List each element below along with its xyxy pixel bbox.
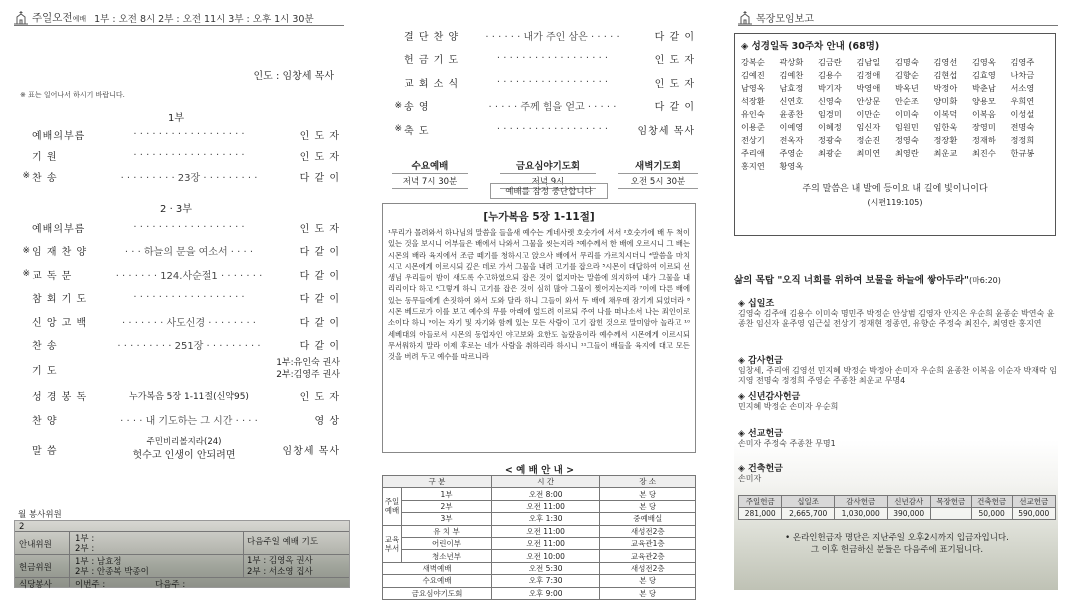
anthem-row (0, 411, 352, 427)
service2-row (0, 243, 352, 259)
participant-name: 황영옥 (779, 161, 804, 171)
section1-title: 1부 (167, 113, 185, 124)
participant-name: 이만순 (856, 109, 881, 119)
guide-place: 중예배실 (600, 513, 696, 525)
service2-content: · · · · · · · · · 251장 · · · · · · · · · (117, 341, 261, 352)
participant-name: 윤종찬 (779, 109, 804, 119)
guide-place: 교육관1층 (600, 537, 696, 549)
service2-row (0, 290, 352, 306)
service2-row (0, 337, 352, 353)
guide-row (383, 537, 696, 549)
summary-header: 십일조 (782, 496, 835, 508)
closing-row (372, 51, 707, 67)
service2-person: 다 같 이 (299, 341, 340, 352)
participant-name: 박옥년 (895, 83, 919, 93)
service2-person: 다 같 이 (299, 247, 340, 258)
stand-mark: ※ (22, 269, 30, 279)
stand-mark: ※ (22, 171, 30, 181)
service2-label: 신 앙 고 백 (32, 317, 88, 329)
wednesday-service: 수요예배 저녁 7시 30분 (392, 158, 468, 189)
participant-name: 김영선 (933, 57, 958, 67)
schedule-column (372, 0, 707, 598)
friday-service: 금요심야기도회 저녁 9시 (500, 158, 596, 189)
summary-value: 590,000 (1012, 508, 1055, 520)
guide-name: 청소년부 (402, 550, 492, 562)
guide-name: 어린이부 (402, 537, 492, 549)
prayer-label: 기 도 (32, 365, 58, 377)
staff-kitchen-1: 이번주 : (75, 580, 106, 590)
offering-group-names: 김영숙 김주애 김용수 이미숙 명민주 박정순 안상범 김영자 안지은 우순희 윤종순 박연숙 윤종찬 임신자 윤주영 임근실 전상기 정재현 정종연, 유향순 주정숙 최진수, 최영란 홍지연 (738, 309, 1055, 328)
reading-row (0, 387, 352, 403)
service1-content: · · · · · · · · · 23장 · · · · · · · · · (120, 172, 258, 184)
guide-name: 3부 (402, 513, 492, 525)
guide-place: 새성전2층 (600, 525, 696, 537)
summary-header: 감사헌금 (834, 496, 887, 508)
guide-row (383, 500, 696, 512)
summary-value: 50,000 (971, 508, 1012, 520)
service-title: 주일오전 (32, 12, 73, 24)
prayer-person2: 2부:김영주 권사 (276, 370, 340, 380)
summary-value: 390,000 (887, 508, 930, 520)
guide-place: 새성전2층 (600, 562, 696, 574)
offering-heading: 삶의 목탑 "오직 너희를 위하여 보물을 하늘에 쌓아두라"(마6:20) (734, 275, 1001, 286)
prayer-person1: 1부:유인숙 권사 (276, 358, 340, 368)
summary-value: 2,665,700 (782, 508, 835, 520)
offering-summary-table (738, 495, 1056, 520)
participant-name: 김금란 (818, 57, 842, 67)
offering-group-names: 손미자 (738, 474, 762, 483)
service2-content: · · · · · · · · · · · · · · · · · · (133, 221, 245, 233)
participant-name: 곽상화 (779, 57, 804, 67)
guide-group: 교육부서 (383, 525, 402, 562)
guide-place: 본 당 (600, 587, 696, 599)
participant-name: 김현섭 (933, 70, 958, 80)
service2-label: 찬 송 (32, 341, 58, 352)
participant-name: 정장환 (933, 135, 958, 145)
offering-group-names: 임창세, 주리애 김영선 민지혜 박정순 박정아 손미자 우순희 윤종찬 이복음 이순자 박재락 임지영 전명숙 정정희 주영순 주종찬 최운교 무명4 (738, 366, 1057, 385)
participant-names (741, 57, 1049, 172)
header-rule (14, 25, 344, 26)
service2-label: 참 회 기 도 (32, 294, 88, 305)
service2-label: 예배의부름 (32, 223, 86, 235)
offering-group (738, 461, 1058, 484)
church-icon (738, 11, 752, 25)
section2-title: 2 · 3부 (160, 204, 192, 215)
staff-label-offering: 헌금위원 (19, 563, 52, 573)
participant-name: 한규봉 (1010, 148, 1035, 158)
participant-name: 신영숙 (818, 96, 842, 106)
next-prayer-1: 1부 : 김영옥 권사 (247, 556, 313, 566)
service2-person: 다 같 이 (299, 294, 340, 305)
guide-name: 금요심야기도회 (383, 587, 492, 599)
participant-name: 박기자 (818, 83, 842, 93)
participant-name: 남영옥 (741, 83, 765, 93)
participant-name: 최미연 (856, 148, 881, 158)
worship-guide-title: < 예 배 안 내 > (504, 465, 575, 476)
summary-header: 주일헌금 (739, 496, 782, 508)
next-prayer-2: 2부 : 서소영 집사 (247, 567, 313, 577)
service2-label: 교 독 문 (32, 270, 73, 282)
order-of-worship-column (0, 0, 352, 598)
reading-person: 인 도 자 (299, 391, 340, 403)
guide-name: 수요예배 (383, 575, 492, 587)
summary-header: 선교헌금 (1012, 496, 1055, 508)
guide-place: 본 당 (600, 488, 696, 500)
closing-row (372, 98, 707, 114)
participant-name: 나차금 (1010, 70, 1035, 80)
guide-time: 오후 9:00 (491, 587, 600, 599)
participant-name: 박정아 (933, 83, 958, 93)
header-rule (738, 25, 1058, 26)
staff-offering-2: 2부 : 안종복 박종이 (75, 567, 149, 577)
guide-time: 오후 7:30 (491, 575, 600, 587)
summary-header: 건축헌금 (971, 496, 1012, 508)
guide-row (383, 550, 696, 562)
service2-person: 다 같 이 (299, 317, 340, 329)
participant-name: 임한욱 (933, 122, 958, 132)
service2-row (0, 219, 352, 235)
closing-content: · · · · · · · · · · · · · · · · · · (496, 123, 609, 135)
guide-group: 주일예배 (383, 488, 402, 525)
reading-label: 성 경 봉 독 (32, 391, 88, 403)
closing-person: 인 도 자 (654, 78, 695, 90)
participant-name: 이예영 (779, 122, 804, 132)
anthem-label: 찬 양 (32, 415, 58, 427)
participant-name: 이복덕 (933, 109, 958, 119)
staff-title: 월 봉사위원 (18, 510, 62, 520)
participant-name: 김용수 (818, 70, 842, 80)
service1-content: · · · · · · · · · · · · · · · · · · (133, 128, 245, 140)
summary-header: 신년감사 (887, 496, 930, 508)
participant-name: 이혜정 (818, 122, 842, 132)
next-prayer-title: 다음주일 예배 기도 (247, 537, 319, 547)
scripture-title: [누가복음 5장 1-11절] (483, 211, 595, 223)
stand-mark: ※ (394, 100, 402, 111)
participant-name: 안순조 (895, 96, 919, 106)
participant-name: 강복순 (741, 57, 765, 67)
participant-name: 정영숙 (895, 135, 919, 145)
guide-row (383, 562, 696, 574)
participant-name: 남효정 (779, 83, 804, 93)
participant-name: 유인숙 (741, 109, 765, 119)
participant-name: 김남일 (856, 57, 881, 67)
col3-header (738, 10, 814, 25)
staff-offering-1: 1부 : 남효정 (75, 557, 122, 567)
bible-reading-box (734, 33, 1056, 236)
participant-name: 양용모 (972, 96, 996, 106)
summary-value: 281,000 (739, 508, 782, 520)
service-times: 1부 : 오전 8시 2부 : 오전 11시 3부 : 오후 1시 30분 (94, 14, 314, 25)
closing-label: 송 영 (404, 102, 430, 113)
participant-name: 이복음 (972, 109, 996, 119)
offering-group-title: ◈ 신년감사헌금 (738, 392, 801, 402)
guide-name: 새벽예배 (383, 562, 492, 574)
guide-time: 오전 11:00 (491, 537, 600, 549)
closing-content: · · · · · · · · · · · · · · · · · · (496, 53, 609, 64)
service1-content: · · · · · · · · · · · · · · · · · · (133, 149, 245, 161)
dawn-service: 새벽기도회 오전 5시 30분 (618, 158, 698, 189)
service2-row (0, 266, 352, 282)
leader-line: 인도 : 임창세 목사 (253, 71, 334, 82)
offering-group-title: ◈ 선교헌금 (738, 429, 783, 439)
service1-person: 다 같 이 (299, 172, 340, 184)
service2-person: 인 도 자 (299, 223, 340, 235)
sermon-series: 주민비리볼지라(24) (146, 437, 222, 447)
anthem-person: 영 상 (314, 415, 340, 427)
closing-row (372, 74, 707, 90)
participant-name: 김영주 (1010, 57, 1035, 67)
participant-name: 서소영 (1010, 83, 1035, 93)
participant-name: 정순진 (856, 135, 881, 145)
guide-time: 오전 5:30 (491, 562, 600, 574)
participant-name: 전상기 (741, 135, 765, 145)
participant-name: 김향순 (895, 70, 919, 80)
closing-label: 교 회 소 식 (404, 78, 460, 90)
participant-name: 김예진 (741, 70, 765, 80)
verse-text: 주의 말씀은 내 발에 등이요 내 길에 빛이니이다 (802, 184, 988, 194)
offering-group (738, 353, 1058, 386)
participant-name: 신연호 (779, 96, 804, 106)
offering-group-title: ◈ 감사헌금 (738, 356, 783, 366)
participant-name: 우희연 (1010, 96, 1035, 106)
service2-content: · · · · · · · · · · · · · · · · · · (133, 292, 245, 303)
participant-name: 김명숙 (895, 57, 919, 67)
service1-person: 인 도 자 (299, 151, 340, 163)
service1-label: 찬 송 (32, 172, 58, 184)
service2-label: 임 재 찬 양 (32, 247, 88, 258)
participant-name: 김정애 (856, 70, 881, 80)
closing-content: · · · · · · · · · · · · · · · · · · (496, 76, 609, 88)
closing-person: 임창세 목사 (637, 125, 695, 137)
guide-time: 오전 8:00 (491, 488, 600, 500)
participant-name: 전명숙 (1010, 122, 1035, 132)
staff-kitchen-2: 다음주 : (155, 580, 186, 590)
offering-group (738, 389, 1058, 412)
closing-person: 다 같 이 (654, 31, 695, 43)
participant-name: 안상문 (856, 96, 881, 106)
bible-reading-title: ◈ 성경일독 30주차 안내 (68명) (741, 41, 880, 52)
offering-group-names: 손미자 주정숙 주종찬 무명1 (738, 439, 836, 448)
paused-notice: 예배를 잠정 중단합니다 (490, 183, 608, 199)
col1-header (14, 10, 314, 25)
participant-name: 박영애 (856, 83, 881, 93)
report-column (724, 0, 1066, 598)
service2-content: · · · · · · · 124.사순절1 · · · · · · · (115, 270, 263, 282)
guide-name: 유 치 부 (402, 525, 492, 537)
online-offering-note: • 온라인헌금자 명단은 지난주일 오후2시까지 입금자입니다. 그 이후 헌금하신 분들은 다음주에 표기됩니다. (785, 533, 1009, 555)
participant-name: 임원민 (895, 122, 919, 132)
service1-row (0, 168, 352, 184)
guide-name: 2부 (402, 500, 492, 512)
report-title: 목장모임보고 (756, 14, 814, 25)
worship-guide-table: 구 분 시 간 장 소 주일예배 1부 오전 8:00 본 당 2부 오전 11:00 본 당 3부 오후 1:30 중예배실 교육부서 유 치 부 오전 11:00 새성전2층 어린이부 오전 11:00 교육관1층 청소년부 오전 10:00 교육관2층 새벽예배 오전 5:30 새성전2층 수요예배 오후 7:30 본 당 금요심야기도회 오후 9:00 본 당 (382, 475, 696, 600)
participant-name: 이성설 (1010, 109, 1035, 119)
church-icon (14, 11, 28, 25)
guide-row (383, 513, 696, 525)
offering-group-title: ◈ 건축헌금 (738, 464, 783, 474)
service2-person: 다 같 이 (299, 270, 340, 282)
reading-content: 누가복음 5장 1-11절(신약95) (129, 391, 249, 402)
offering-group-names: 민지혜 박정순 손미자 우순희 (738, 402, 839, 411)
service-title-small: 예배 (72, 15, 87, 23)
standing-note: ※ 표는 일어나서 하시기 바랍니다. (20, 91, 125, 99)
participant-name: 임경미 (818, 109, 842, 119)
service1-person: 인 도 자 (299, 130, 340, 142)
closing-person: 다 같 이 (654, 102, 695, 113)
guide-time: 오전 11:00 (491, 525, 600, 537)
participant-name: 주영순 (779, 148, 804, 158)
verse-reference: (시편119:105) (867, 198, 923, 207)
guide-place: 본 당 (600, 500, 696, 512)
guide-row (383, 488, 696, 500)
staff-label-usher: 안내위원 (19, 540, 52, 550)
guide-row (383, 575, 696, 587)
service1-row (0, 126, 352, 142)
participant-name: 임신자 (856, 122, 881, 132)
closing-label: 결 단 찬 양 (404, 31, 460, 43)
service2-content: · · · · · · · 사도신경 · · · · · · · · (121, 317, 256, 329)
participant-name: 전옥자 (779, 135, 804, 145)
guide-place: 본 당 (600, 575, 696, 587)
participant-name: 박춘남 (972, 83, 996, 93)
participant-name: 정정희 (1010, 135, 1035, 145)
guide-time: 오전 11:00 (491, 500, 600, 512)
anthem-content: · · · · 내 기도하는 그 시간 · · · · (120, 415, 258, 427)
staff-usher-2: 2부 : (75, 544, 95, 554)
guide-time: 오후 1:30 (491, 513, 600, 525)
staff-table: 2 안내위원 1부 : 2부 : 헌금위원 1부 : 남효정 2부 : 안종복 박종이 식당봉사 이번주 : 다음주 : 다음주일 예배 기도 1부 : 김영옥 권사 2부 : 서소영 집사 (14, 520, 350, 588)
sermon-person: 임창세 목사 (282, 445, 340, 457)
participant-name: 최영란 (895, 148, 919, 158)
participant-name: 김예찬 (779, 70, 804, 80)
summary-value: 1,030,000 (834, 508, 887, 520)
service2-row (0, 313, 352, 329)
guide-name: 1부 (402, 488, 492, 500)
staff-usher-1: 1부 : (75, 534, 95, 544)
staff-label-kitchen: 식당봉사 (19, 580, 52, 590)
participant-name: 홍지연 (741, 161, 765, 171)
sermon-title: 헛수고 인생이 안되려면 (132, 450, 236, 461)
summary-header: 목장헌금 (930, 496, 971, 508)
participant-name: 김효영 (972, 70, 996, 80)
participant-name: 석장환 (741, 96, 765, 106)
participant-name: 장영미 (972, 122, 996, 132)
scripture-text: ¹무리가 몰려와서 하나님의 말씀을 들을새 예수는 게네사렛 호숫가에 서서 ²호숫가에 배 두 척이 있는 것을 보시니 어부들은 배에서 나와서 그물을 씻는지라 ³예수께서 한 배에 오르시니 그 배는 시몬의 배라 육지에서 조금 떼기를 청하시고 앉으사 배에서 무리를 가르치시더니 ⁴말씀을 마치시고 시몬에게 이르시되 깊은 데로 가서 그물을 내려 고기를 잡으라 ⁵시몬이 대답하여 이르되 선생님 우리들이 밤이 새도록 수고하였으되 잡은 것이 없지마는 말씀에 의지하여 내가 그물을 내리리이다 하고 ⁶그렇게 하니 고기를 잡은 것이 심히 많아 그물이 찢어지는지라 ⁷이에 다른 배에 있는 동무들에게 손짓하여 와서 도와 달라 하니 그들이 와서 두 배에 채우매 잠기게 되었더라 ⁸시몬 베드로가 이를 보고 예수의 무릎 아래에 엎드려 이르되 주여 나를 떠나소서 나는 죄인이로소이다 하니 ⁹이는 자기 및 자기와 함께 있는 모든 사람이 고기 잡힌 것으로 말미암아 놀라고 ¹⁰세베대의 아들로서 시몬의 동업자인 야고보와 요한도 놀랐음이라 예수께서 시몬에게 이르시되 무서워하지 말라 이제 후로는 네가 사람을 취하리라 하시니 ¹¹그들이 배들을 육지에 대고 모든 것을 버려 두고 예수를 따르니라 (388, 228, 690, 362)
closing-label: 헌 금 기 도 (404, 55, 460, 66)
closing-content: · · · · · · 내가 주인 삼은 · · · · · (485, 31, 620, 43)
scripture-box (382, 203, 696, 453)
closing-person: 인 도 자 (654, 55, 695, 66)
participant-name: 이용준 (741, 122, 765, 132)
stand-mark: ※ (394, 124, 402, 134)
participant-name: 양미화 (933, 96, 958, 106)
offering-group (738, 426, 1058, 449)
participant-name: 주리애 (741, 148, 765, 158)
closing-label: 축 도 (404, 125, 430, 137)
participant-name: 이미숙 (895, 109, 919, 119)
stand-mark: ※ (22, 245, 30, 256)
offering-group-title: ◈ 십일조 (738, 299, 775, 309)
participant-name: 최광순 (818, 148, 842, 158)
closing-content: · · · · · 주께 힘을 얻고 · · · · · (488, 102, 617, 113)
participant-name: 최운교 (933, 148, 958, 158)
guide-place: 교육관2층 (600, 550, 696, 562)
service1-label: 기 원 (32, 151, 58, 163)
service1-label: 예배의부름 (32, 130, 86, 142)
service2-content: · · · 하늘의 문을 여소서 · · · · (124, 247, 254, 258)
closing-row (372, 121, 707, 137)
participant-name: 정광숙 (818, 135, 842, 145)
participant-name: 김영옥 (972, 57, 996, 67)
sermon-label: 말 씀 (32, 445, 58, 457)
closing-row (372, 27, 707, 43)
participant-name: 최진수 (972, 148, 996, 158)
guide-time: 오전 10:00 (491, 550, 600, 562)
offering-group (738, 296, 1058, 329)
service1-row (0, 147, 352, 163)
participant-name: 정재하 (972, 135, 996, 145)
guide-row (383, 525, 696, 537)
prayer-row (0, 355, 352, 383)
summary-value (930, 508, 971, 520)
sermon-row (0, 434, 352, 464)
